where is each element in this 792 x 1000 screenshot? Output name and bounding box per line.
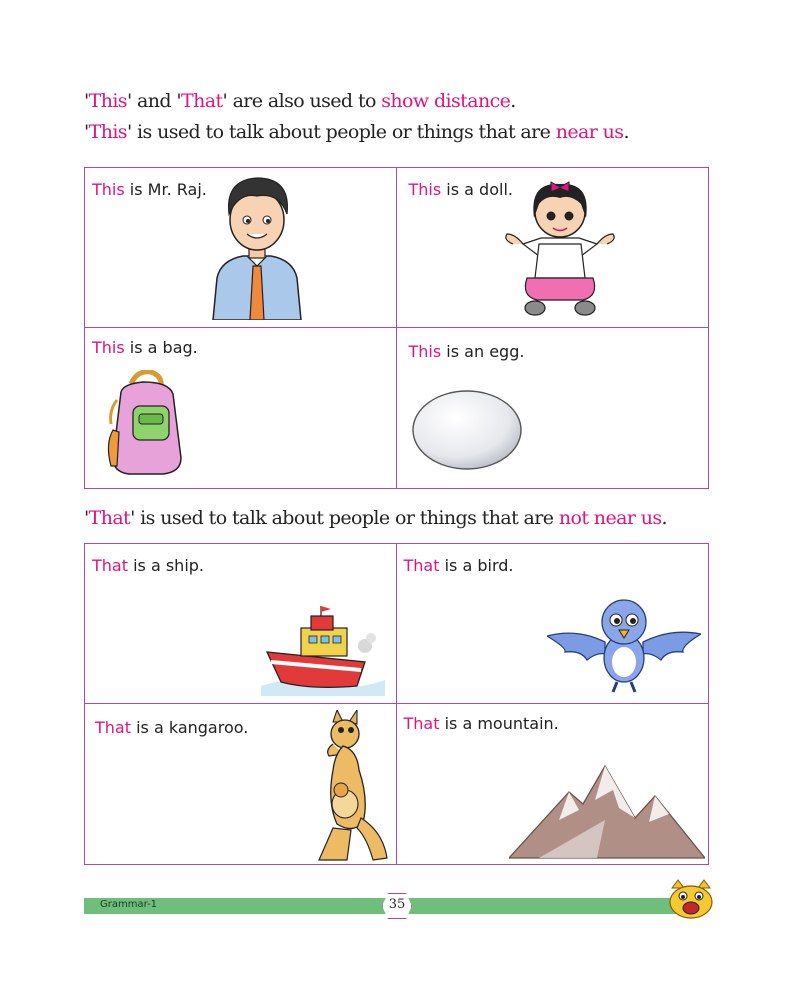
this-word: This bbox=[88, 90, 127, 112]
cell-bag bbox=[85, 328, 397, 488]
cell-mr-raj bbox=[85, 168, 397, 328]
cell-doll bbox=[397, 168, 709, 328]
doll-icon bbox=[501, 174, 619, 320]
cell-ship bbox=[85, 544, 397, 704]
highlight-not-near-us: not near us bbox=[558, 507, 662, 529]
caption: This is a bag. bbox=[92, 338, 198, 357]
cell-mountain bbox=[397, 704, 709, 864]
caption: This is Mr. Raj. bbox=[92, 180, 207, 199]
intro-line-distance: 'This' and 'That' are also used to show distance. bbox=[84, 90, 516, 112]
cell-bird bbox=[397, 544, 709, 704]
caption: That is a bird. bbox=[403, 556, 514, 575]
egg-icon bbox=[411, 386, 527, 472]
cell-kangaroo bbox=[85, 704, 397, 864]
caption: This is an egg. bbox=[408, 342, 525, 361]
caption: That is a kangaroo. bbox=[95, 718, 249, 737]
caption: That is a ship. bbox=[92, 556, 205, 575]
mascot-icon bbox=[666, 878, 716, 920]
far-items-grid bbox=[84, 543, 709, 865]
intro-line-that: 'That' is used to talk about people or things that are not near us. bbox=[84, 507, 667, 529]
caption: This is a doll. bbox=[408, 180, 513, 199]
mountain-icon bbox=[509, 760, 705, 860]
cell-egg bbox=[397, 328, 709, 488]
highlight-near-us: near us bbox=[555, 121, 624, 143]
bird-icon bbox=[547, 588, 701, 696]
man-icon bbox=[207, 170, 307, 320]
near-items-grid bbox=[84, 167, 709, 489]
ship-icon bbox=[261, 606, 385, 696]
book-title: Grammar-1 bbox=[100, 899, 158, 910]
bag-icon bbox=[103, 370, 187, 478]
intro-line-this: 'This' is used to talk about people or things that are near us. bbox=[84, 121, 629, 143]
kangaroo-icon bbox=[313, 710, 389, 864]
this-word: This bbox=[88, 121, 127, 143]
that-word: That bbox=[88, 507, 131, 529]
caption: That is a mountain. bbox=[403, 714, 559, 733]
highlight-show-distance: show distance bbox=[381, 90, 511, 112]
page-number: 35 bbox=[388, 897, 406, 912]
that-word: That bbox=[181, 90, 223, 112]
